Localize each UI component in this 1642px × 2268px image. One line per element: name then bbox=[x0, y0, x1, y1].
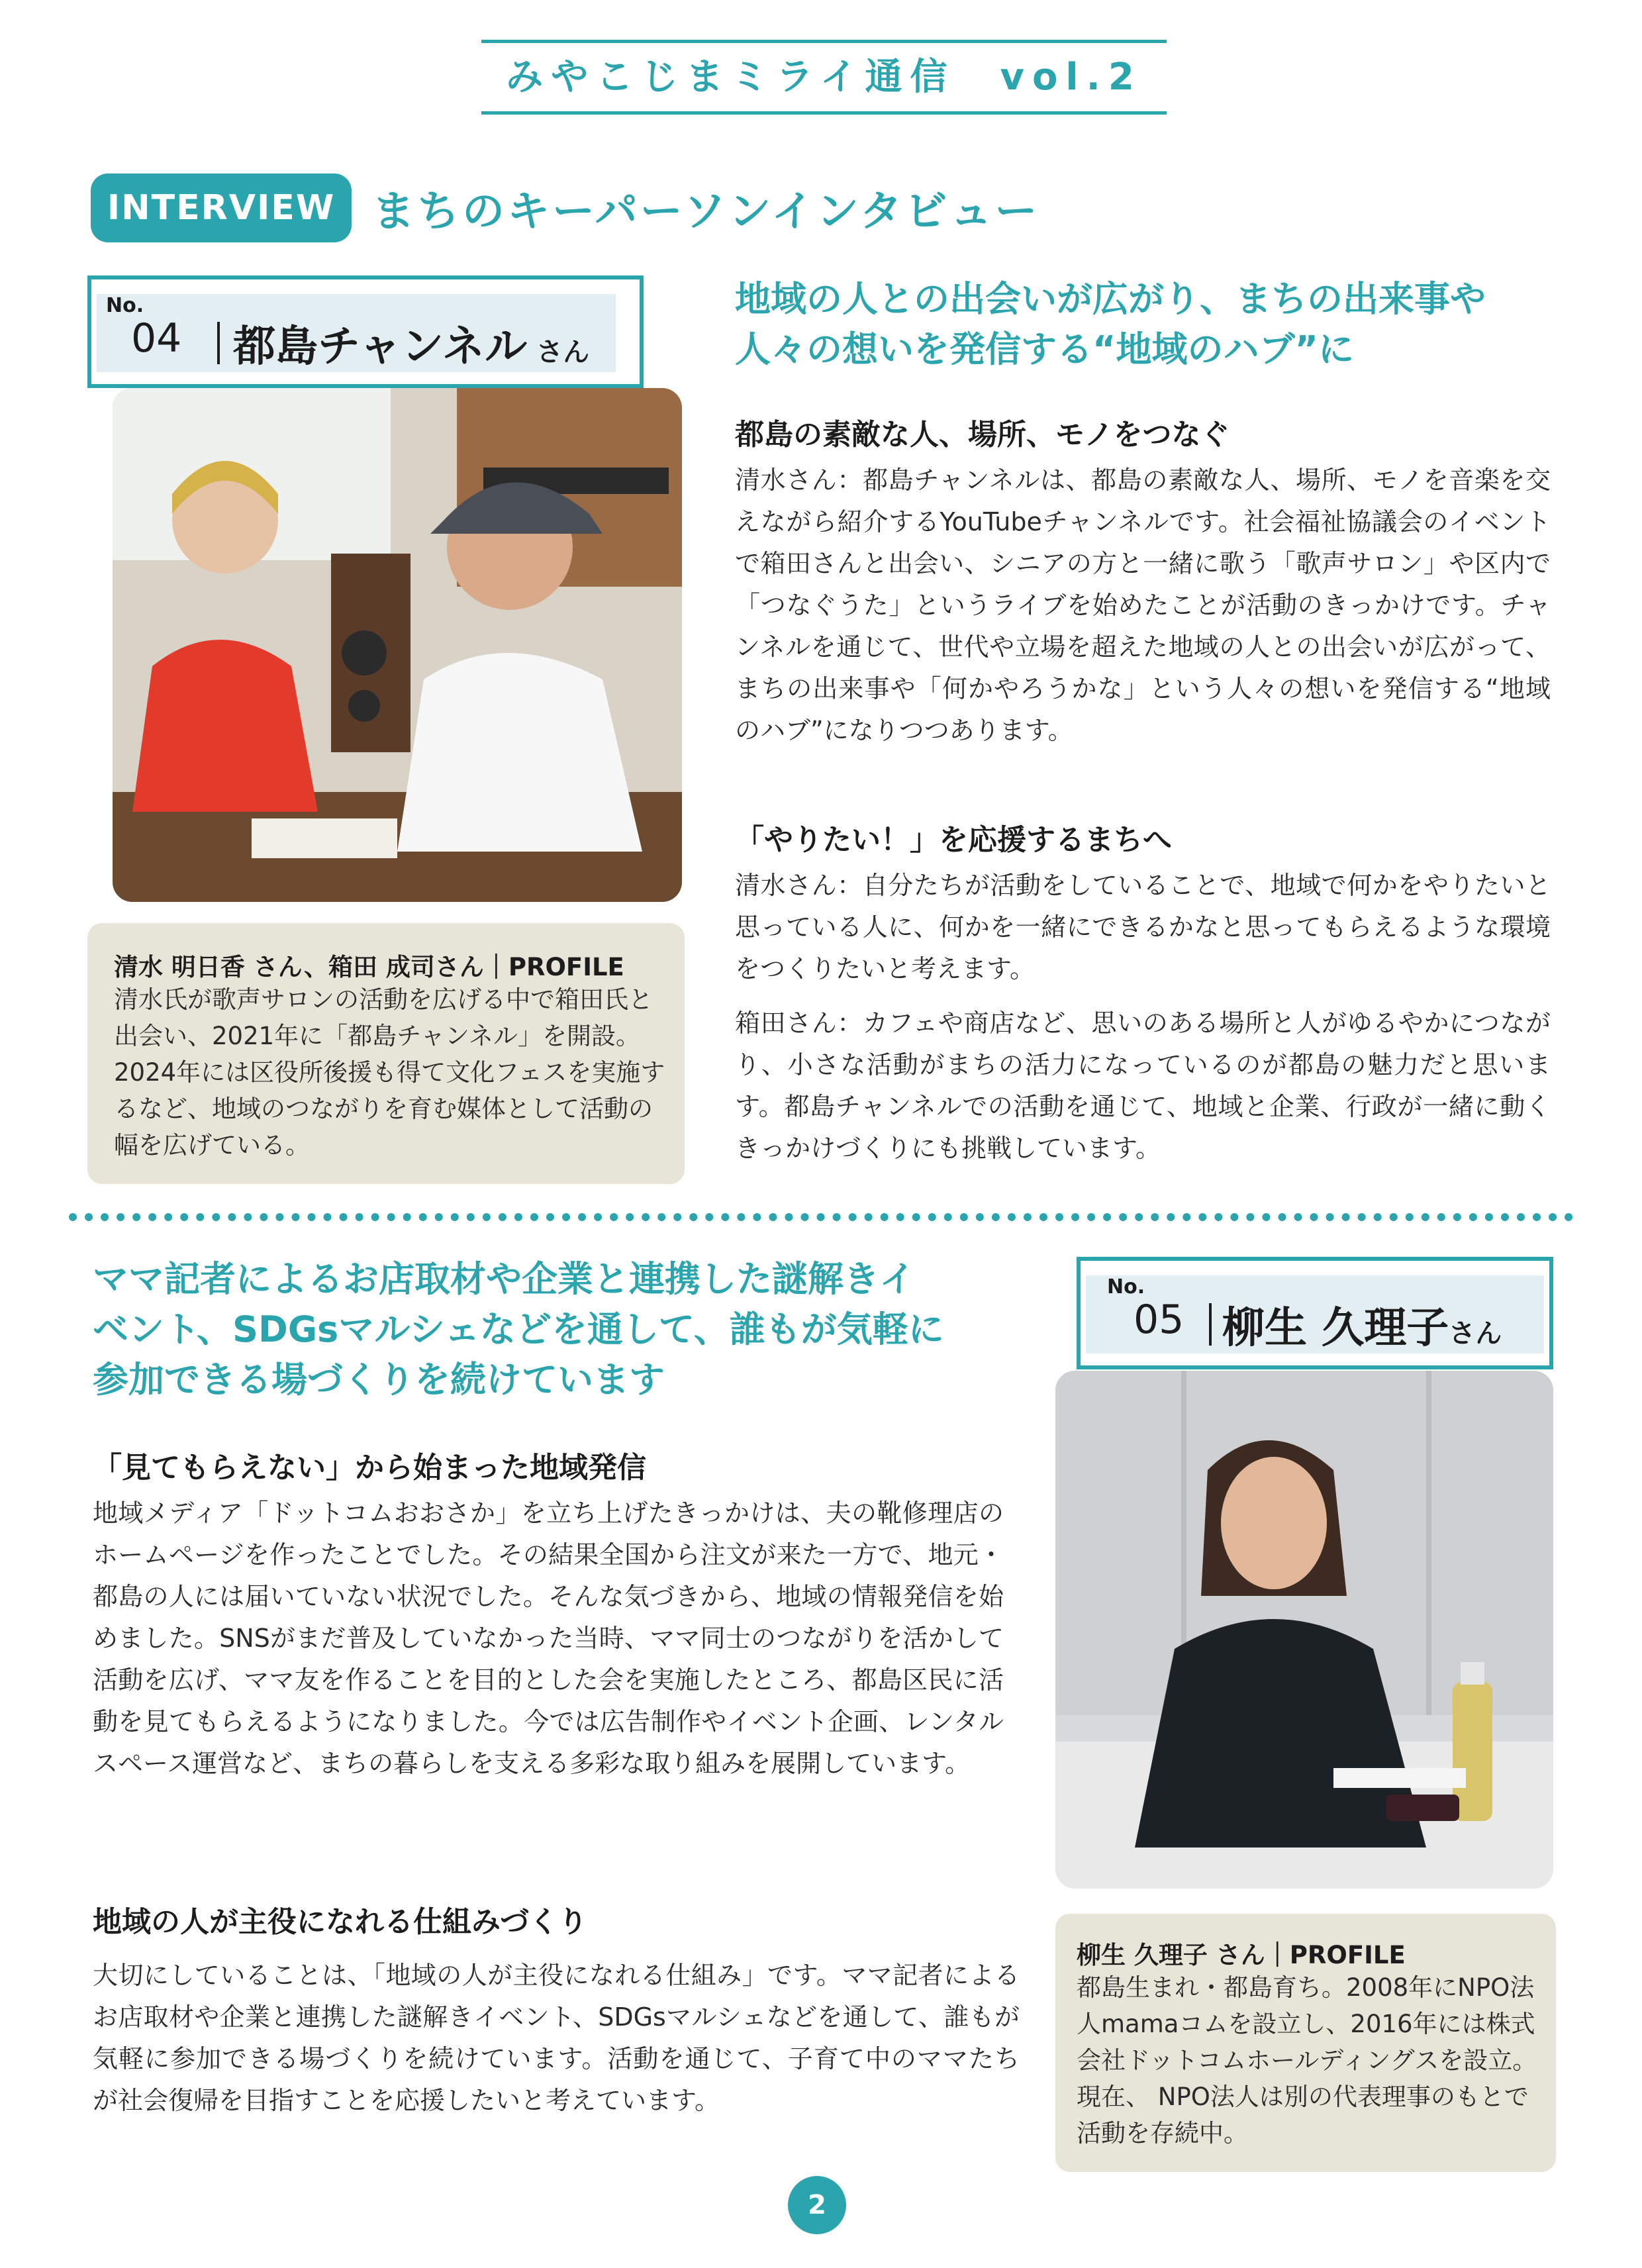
page-number: 2 bbox=[788, 2176, 846, 2234]
plate-separator bbox=[217, 322, 220, 364]
headline-line: 地域の人との出会いが広がり、まちの出来事や bbox=[735, 278, 1486, 320]
profile-body: 清水氏が歌声サロンの活動を広げる中で箱田氏と出会い、2021年に「都島チャンネル」を開設。2024年には区役所後援も得て文化フェスを実施するなど、地域のつながりを育む媒体として活動の幅を広げている。 bbox=[114, 985, 665, 1159]
plate-number: 04 bbox=[131, 315, 182, 362]
headline-line: 参加できる場づくりを続けています bbox=[93, 1359, 665, 1401]
interview-badge: INTERVIEW bbox=[91, 173, 352, 242]
masthead-top-rule bbox=[481, 40, 1167, 43]
plate-name-text: 都島チャンネル bbox=[233, 322, 528, 371]
plate-honorific: さん bbox=[1449, 1318, 1502, 1349]
subheading-4: 地域の人が主役になれる仕組みづくり bbox=[93, 1905, 588, 1939]
plate-number: 05 bbox=[1134, 1297, 1184, 1343]
profile-box-04 bbox=[87, 923, 685, 1184]
subheading-1: 都島の素敵な人、場所、モノをつなぐ bbox=[735, 418, 1230, 452]
subheading-3: 「見てもらえない」から始まった地域発信 bbox=[93, 1451, 646, 1485]
profile-heading: 清水 明日香 さん、箱田 成司さん｜PROFILE bbox=[114, 953, 624, 981]
paragraph-1: 清水さん：都島チャンネルは、都島の素敵な人、場所、モノを音楽を交えながら紹介するYouTubeチャンネルです。社会福祉協議会のイベントで箱田さんと出会い、シニアの方と一緒に歌う「歌声サロン」や区内で「つなぐうた」というライブを始めたことが活動のきっかけです。チャンネルを通じて、世代や立場を超えた地域の人との出会いが広がって、まちの出来事や「何かやろうかな」という人々の想いを発信する“地域のハブ”になりつつあります。 bbox=[735, 466, 1551, 745]
section-title: まちのキーパーソンインタビュー bbox=[372, 187, 1040, 236]
headline-04 bbox=[735, 274, 1589, 375]
paragraph-2: 清水さん：自分たちが活動をしていることで、地域で何かをやりたいと思っている人に、何かを一緒にできるかなと思ってもらえるような環境をつくりたいと考えます。 bbox=[735, 871, 1551, 983]
headline-line: ママ記者によるお店取材や企業と連携した謎解きイ bbox=[93, 1258, 915, 1300]
photo-illustration bbox=[1055, 1371, 1553, 1889]
headline-05 bbox=[93, 1254, 1033, 1405]
masthead-title: みやこじまミライ通信 vol.2 bbox=[506, 56, 1142, 99]
profile-body: 都島生まれ・都島育ち。2008年にNPO法人mamaコムを設立し、2016年には株式会社ドットコムホールディングスを設立。現在、 NPO法人は別の代表理事のもとで活動を存続中。 bbox=[1077, 1973, 1537, 2147]
headline-line: ベント、SDGsマルシェなどを通して、誰もが気軽に bbox=[93, 1308, 944, 1350]
paragraph-3: 箱田さん：カフェや商店など、思いのある場所と人がゆるやかにつながり、小さな活動がまちの活力になっているのが都島の魅力だと思います。都島チャンネルでの活動を通じて、地域と企業、行政が一緒に動くきっかけづくりにも挑戦しています。 bbox=[735, 1009, 1551, 1163]
plate-name-text: 柳生 久理子 bbox=[1222, 1304, 1449, 1353]
plate-name bbox=[233, 313, 589, 373]
masthead-bottom-rule bbox=[481, 111, 1167, 115]
profile-heading: 柳生 久理子 さん｜PROFILE bbox=[1077, 1941, 1406, 1969]
paragraph-4: 地域メディア「ドットコムおおさか」を立ち上げたきっかけは、夫の靴修理店のホームページを作ったことでした。その結果全国から注文が来た一方で、地元・都島の人には届いていない状況でした。そんな気づきから、地域の情報発信を始めました。SNSがまだ普及していなかった当時、ママ同士のつながりを活かして活動を広げ、ママ友を作ることを目的とした会を実施したところ、都島区民に活動を見てもらえるようになりました。今では広告制作やイベント企画、レンタルスペース運営など、まちの暮らしを支える多彩な取り組みを展開しています。 bbox=[93, 1499, 1004, 1778]
profile-box-05 bbox=[1055, 1914, 1556, 2172]
plate-separator bbox=[1209, 1303, 1212, 1346]
photo-yagyu bbox=[1055, 1371, 1553, 1889]
plate-name bbox=[1222, 1294, 1502, 1355]
name-plate-05 bbox=[1077, 1257, 1553, 1369]
section-divider bbox=[69, 1213, 1573, 1221]
name-plate-04 bbox=[87, 275, 644, 388]
plate-no-label: No. bbox=[1107, 1275, 1145, 1299]
headline-line: 人々の想いを発信する“地域のハブ”に bbox=[735, 328, 1354, 370]
plate-honorific: さん bbox=[536, 337, 590, 368]
subheading-2: 「やりたい！」を応援するまちへ bbox=[735, 823, 1172, 857]
photo-toshima-channel bbox=[113, 388, 682, 902]
paragraph-5: 大切にしていることは、「地域の人が主役になれる仕組み」です。ママ記者によるお店取材や企業と連携した謎解きイベント、SDGsマルシェなどを通して、誰もが気軽に参加できる場づくりを続けています。活動を通じて、子育て中のママたちが社会復帰を目指すことを応援したいと考えています。 bbox=[93, 1961, 1020, 2115]
plate-no-label: No. bbox=[106, 294, 144, 317]
photo-illustration bbox=[113, 388, 682, 902]
